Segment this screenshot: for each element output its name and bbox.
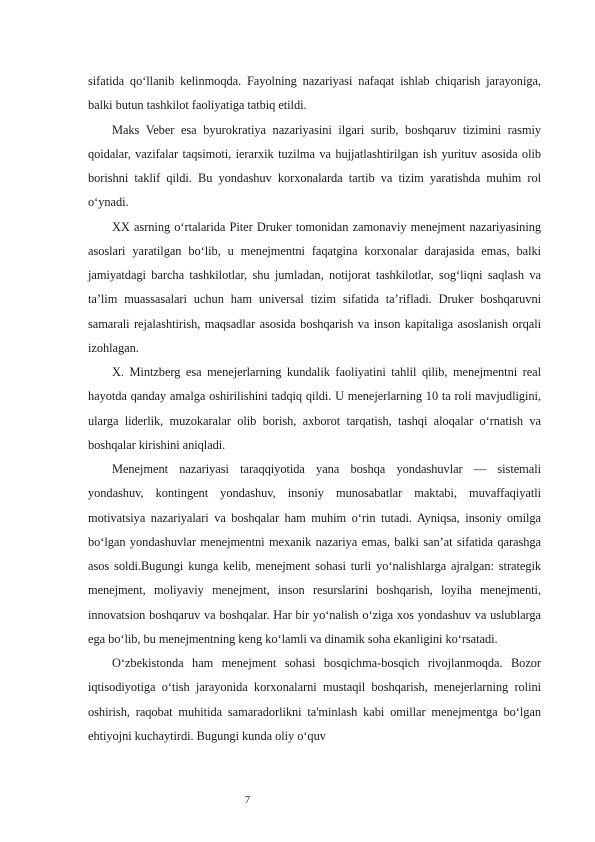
paragraph-1: sifatida qo‘llanib kelinmoqda. Fayolning nazariyasi nafaqat ishlab chiqarish jarayoniga, balki butun tashkilot faoliyatiga tatbiq etildi. (88, 74, 541, 113)
paragraph-2: Maks Veber esa byurokratiya nazariyasini ilgari surib, boshqaruv tizimini rasmiy qoidalar, vazifalar taqsimoti, ierarxik tuzilma va hujjatlashtirilgan ish yurituv asosida olib borishni taklif qildi. Bu yondashuv korxonalarda tartib va tizim yaratishda muhim rol o‘ynadi. (88, 122, 541, 210)
page-number-footer (0, 794, 595, 808)
paragraph-4: X. Mintzberg esa menejerlarning kundalik faoliyatini tahlil qilib, menejmentni real hayotda qanday amalga oshirilishini tadqiq qildi. U menejerlarning 10 ta roli mavjudligini, ularga liderlik, muzokaralar olib borish, axborot tarqatish, tashqi aloqalar o‘rnatish va boshqalar kirishini aniqladi. (88, 365, 541, 452)
document-body (88, 69, 541, 748)
paragraph-6: O‘zbekistonda ham menejment sohasi bosqichma-bosqich rivojlanmoqda. Bozor iqtisodiyotiga o‘tish jarayonida korxonalarni mustaqil boshqarish, menejerlarning rolini oshirish, raqobat muhitida samaradorlikni ta'minlash kabi omillar menejmentga bo‘lgan ehtiyojni kuchaytirdi. Bugungi kunda oliy o‘quv (88, 656, 541, 743)
page-number: 7 (244, 795, 251, 806)
paragraph-5: Menejment nazariyasi taraqqiyotida yana boshqa yondashuvlar — sistemali yondashuv, kontingent yondashuv, insoniy munosabatlar maktabi, muvaffaqiyatli motivatsiya nazariyalari va boshqalar ham muhim o‘rin tutadi. Ayniqsa, insoniy omilga bo‘lgan yondashuvlar menejmentni mexanik nazariya emas, balki san’at sifatida qarashga asos soldi.Bugungi kunga kelib, menejment sohasi turli yo‘nalishlarga ajralgan: strategik menejment, moliyaviy menejment, inson resurslarini boshqarish, loyiha menejmenti, innovatsion boshqaruv va boshqalar. Har bir yo‘nalish o‘ziga xos yondashuv va uslublarga ega bo‘lib, bu menejmentning keng ko‘lamli va dinamik soha ekanligini ko‘rsatadi. (88, 462, 541, 646)
paragraph-3: XX asrning o‘rtalarida Piter Druker tomonidan zamonaviy menejment nazariyasining asoslari yaratilgan bo‘lib, u menejmentni faqatgina korxonalar darajasida emas, balki jamiyatdagi barcha tashkilotlar, shu jumladan, notijorat tashkilotlar, sog‘liqni saqlash va ta’lim muassasalari uchun ham universal tizim sifatida ta’rifladi. Druker boshqaruvni samarali rejalashtirish, maqsadlar asosida boshqarish va inson kapitaliga asoslanish orqali izohlagan. (88, 219, 541, 355)
